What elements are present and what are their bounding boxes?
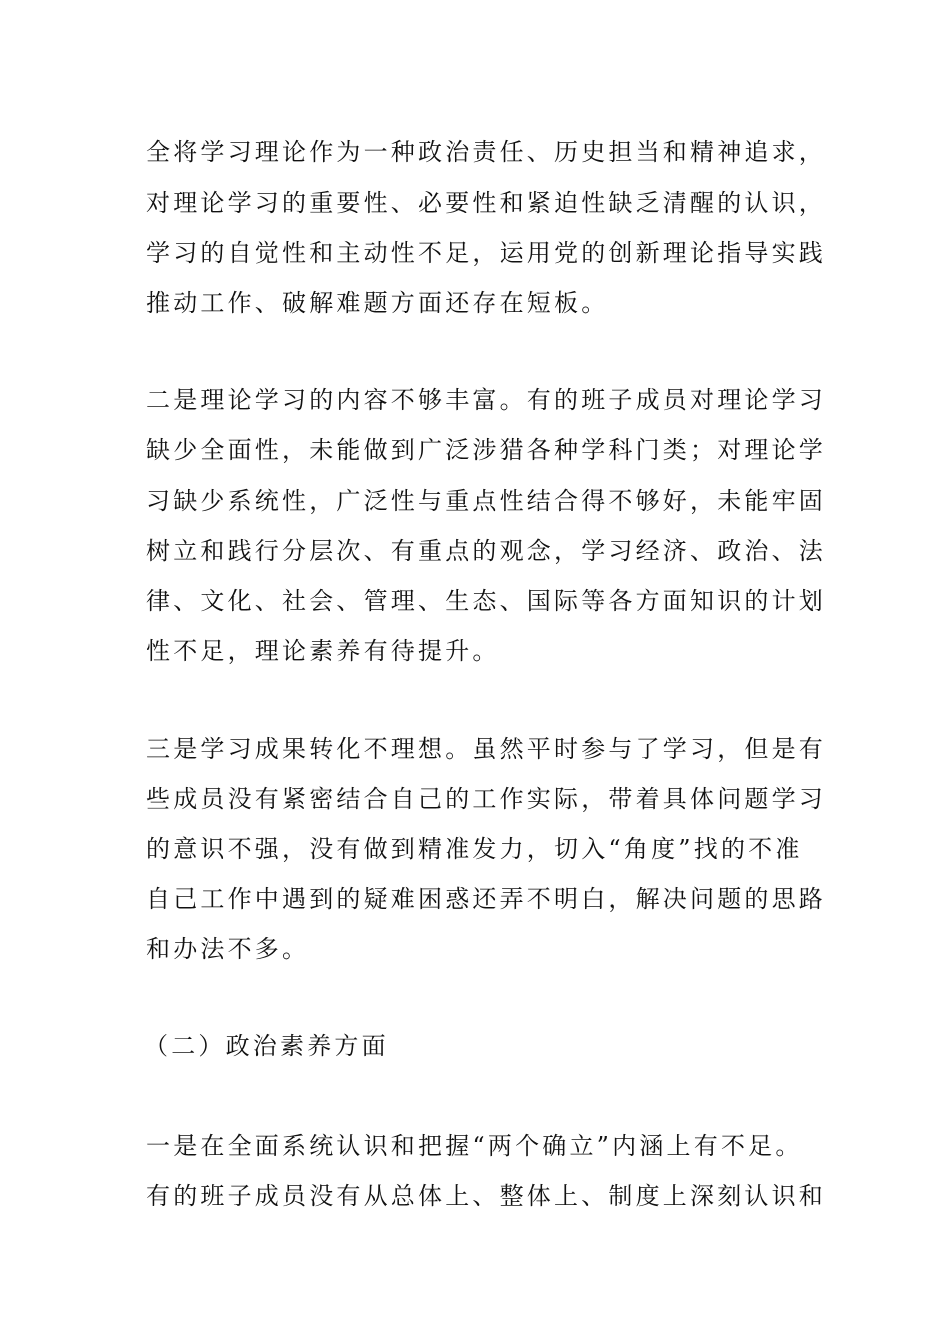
text-line: 二是理论学习的内容不够丰富。有的班子成员对理论学习 <box>146 386 826 414</box>
text-line: 全将学习理论作为一种政治责任、历史担当和精神追求， <box>146 138 826 166</box>
text-line: 学习的自觉性和主动性不足，运用党的创新理论指导实践 <box>146 239 826 267</box>
text-line: 习缺少系统性，广泛性与重点性结合得不够好，未能牢固 <box>146 487 826 515</box>
text-line: 推动工作、破解难题方面还存在短板。 <box>146 289 609 317</box>
text-line: 律、文化、社会、管理、生态、国际等各方面知识的计划 <box>146 587 826 615</box>
text-line: 些成员没有紧密结合自己的工作实际，带着具体问题学习 <box>146 785 826 813</box>
section-heading: （二）政治素养方面 <box>144 1032 389 1060</box>
text-line: 性不足，理论素养有待提升。 <box>146 637 500 665</box>
text-line: 缺少全面性，未能做到广泛涉猎各种学科门类；对理论学 <box>146 436 826 464</box>
text-line: 树立和践行分层次、有重点的观念，学习经济、政治、法 <box>146 537 826 565</box>
text-line: 的意识不强，没有做到精准发力，切入“角度”找的不准 <box>146 835 803 863</box>
text-line: 有的班子成员没有从总体上、整体上、制度上深刻认识和 <box>146 1182 826 1210</box>
text-line: 一是在全面系统认识和把握“两个确立”内涵上有不足。 <box>146 1132 803 1160</box>
text-line: 三是学习成果转化不理想。虽然平时参与了学习，但是有 <box>146 735 826 763</box>
text-line: 和办法不多。 <box>146 935 310 963</box>
text-line: 自己工作中遇到的疑难困惑还弄不明白，解决问题的思路 <box>146 885 826 913</box>
text-line: 对理论学习的重要性、必要性和紧迫性缺乏清醒的认识， <box>146 189 826 217</box>
